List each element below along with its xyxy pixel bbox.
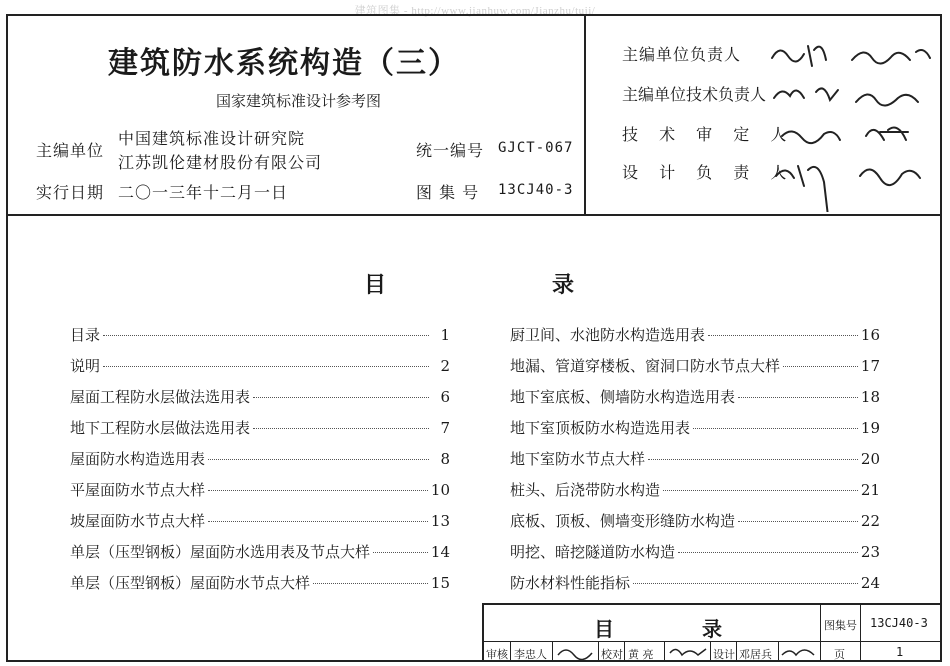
dot-leader (103, 335, 429, 336)
toc-entry[interactable] (510, 572, 880, 592)
toc-entry[interactable] (70, 417, 450, 437)
review-name: 李忠人 (514, 648, 547, 661)
toc-entry[interactable] (70, 355, 450, 375)
page-value: 1 (896, 645, 904, 659)
toc-entry[interactable] (70, 324, 450, 344)
toc-entry-title: 地下工程防水层做法选用表 (70, 419, 251, 437)
resp-label-technical-review: 技 术 审 定 人 (622, 125, 795, 144)
watermark: 建筑图集 - http://www.jianhuw.com/Jianzhu/tuji/ (354, 5, 596, 17)
tb-divider (820, 605, 821, 641)
toc-entry-page: 21 (860, 481, 880, 499)
toc-heading-right: 录 (552, 272, 575, 298)
check-label: 校对 (601, 648, 623, 661)
drawing-sheet (6, 14, 942, 662)
dot-leader (253, 428, 429, 429)
toc-entry-page: 20 (860, 450, 880, 468)
toc-entry-page: 19 (860, 419, 880, 437)
header-block (8, 16, 940, 216)
dot-leader (313, 583, 428, 584)
toc-entry-title: 地漏、管道穿楼板、窗洞口防水节点大样 (510, 357, 781, 375)
toc-entry[interactable] (70, 510, 450, 530)
toc-entry-page: 15 (430, 574, 450, 592)
toc-entry[interactable] (510, 386, 880, 406)
toc-entry-title: 坡屋面防水节点大样 (70, 512, 206, 530)
toc-entry[interactable] (70, 572, 450, 592)
toc-entry[interactable] (510, 541, 880, 561)
toc-entry-title: 单层（压型钢板）屋面防水节点大样 (70, 574, 311, 592)
toc-entry[interactable] (510, 417, 880, 437)
review-label: 审核 (486, 648, 508, 661)
dot-leader (208, 521, 428, 522)
title-block-atlas-value: 13CJ40-3 (870, 616, 928, 630)
resp-label-editor-head: 主编单位负责人 (622, 45, 742, 64)
check-signature (668, 643, 708, 661)
toc-entry-page: 23 (860, 543, 880, 561)
resp-label-design-lead: 设 计 负 责 人 (622, 163, 795, 182)
toc-entry-title: 防水材料性能指标 (510, 574, 631, 592)
dot-leader (103, 366, 429, 367)
toc-entry-page: 8 (440, 450, 450, 468)
title-block (482, 603, 942, 662)
atlas-value: 13CJ40-3 (498, 182, 574, 198)
toc-entry[interactable] (70, 448, 450, 468)
toc-entry-title: 目录 (70, 326, 101, 344)
toc-entry-page: 17 (860, 357, 880, 375)
header-divider (584, 16, 586, 214)
toc-entry[interactable] (70, 386, 450, 406)
dot-leader (678, 552, 858, 553)
toc-entry-title: 屋面防水构造选用表 (70, 450, 206, 468)
dot-leader (253, 397, 429, 398)
toc-entry-page: 2 (440, 357, 450, 375)
review-signature (556, 643, 596, 661)
design-name: 邓居兵 (739, 648, 772, 661)
check-name: 黄 亮 (628, 648, 654, 661)
toc-entry-title: 地下室防水节点大样 (510, 450, 646, 468)
dot-leader (663, 490, 858, 491)
design-label: 设计 (713, 648, 735, 661)
toc-entry-title: 明挖、暗挖隧道防水构造 (510, 543, 676, 561)
dot-leader (208, 490, 428, 491)
toc-entry-page: 10 (430, 481, 450, 499)
toc-entry-page: 14 (430, 543, 450, 561)
document-title: 建筑防水系统构造（三） (108, 46, 460, 81)
date-label: 实行日期 (36, 183, 105, 202)
date-value: 二〇一三年十二月一日 (118, 183, 289, 202)
atlas-label: 图 集 号 (416, 183, 480, 202)
toc-entry[interactable] (510, 448, 880, 468)
tb-divider (736, 641, 737, 662)
editor-label: 主编单位 (36, 141, 105, 160)
tb-divider (860, 641, 861, 662)
toc-entry-page: 7 (440, 419, 450, 437)
tb-divider (598, 641, 599, 662)
code-value: GJCT-067 (498, 140, 574, 156)
tb-divider (860, 605, 861, 641)
toc-entry-title: 底板、顶板、侧墙变形缝防水构造 (510, 512, 736, 530)
editor-unit-2: 江苏凯伦建材股份有限公司 (118, 153, 323, 172)
title-block-title-right: 录 (702, 617, 722, 641)
dot-leader (708, 335, 858, 336)
title-block-title-left: 目 (594, 617, 614, 641)
toc-entry[interactable] (510, 510, 880, 530)
toc-entry[interactable] (510, 355, 880, 375)
dot-leader (373, 552, 428, 553)
code-label: 统一编号 (416, 141, 485, 160)
toc-entry-title: 平屋面防水节点大样 (70, 481, 206, 499)
toc-entry-page: 24 (860, 574, 880, 592)
editor-unit-1: 中国建筑标准设计研究院 (118, 129, 306, 148)
toc-entry-page: 22 (860, 512, 880, 530)
toc-entry[interactable] (510, 324, 880, 344)
toc-heading-left: 目 (364, 272, 387, 298)
tb-divider (778, 641, 779, 662)
document-subtitle: 国家建筑标准设计参考图 (216, 92, 382, 110)
resp-label-tech-head: 主编单位技术负责人 (622, 85, 767, 104)
toc-entry-title: 地下室顶板防水构造选用表 (510, 419, 691, 437)
dot-leader (783, 366, 858, 367)
tb-divider (552, 641, 553, 662)
toc-entry-title: 屋面工程防水层做法选用表 (70, 388, 251, 406)
dot-leader (633, 583, 858, 584)
toc-entry-title: 地下室底板、侧墙防水构造选用表 (510, 388, 736, 406)
toc-entry-page: 16 (860, 326, 880, 344)
tb-divider (510, 641, 511, 662)
signatures-handwriting (768, 36, 940, 212)
toc-entry-page: 1 (440, 326, 450, 344)
toc-entry-title: 厨卫间、水池防水构造选用表 (510, 326, 706, 344)
design-signature (780, 643, 820, 661)
tb-divider (624, 641, 625, 662)
toc-entry[interactable] (510, 479, 880, 499)
tb-divider (820, 641, 821, 662)
toc-entry-page: 13 (430, 512, 450, 530)
toc-entry-page: 6 (440, 388, 450, 406)
dot-leader (648, 459, 858, 460)
toc-entry-page: 18 (860, 388, 880, 406)
toc-entry-title: 单层（压型钢板）屋面防水选用表及节点大样 (70, 543, 371, 561)
tb-divider (710, 641, 711, 662)
dot-leader (738, 397, 858, 398)
dot-leader (693, 428, 858, 429)
page-label: 页 (834, 648, 845, 661)
dot-leader (208, 459, 429, 460)
toc-entry-title: 说明 (70, 357, 101, 375)
toc-entry-title: 桩头、后浇带防水构造 (510, 481, 661, 499)
toc-entry[interactable] (70, 479, 450, 499)
tb-divider (664, 641, 665, 662)
toc-entry[interactable] (70, 541, 450, 561)
title-block-atlas-label: 图集号 (824, 619, 857, 632)
dot-leader (738, 521, 858, 522)
